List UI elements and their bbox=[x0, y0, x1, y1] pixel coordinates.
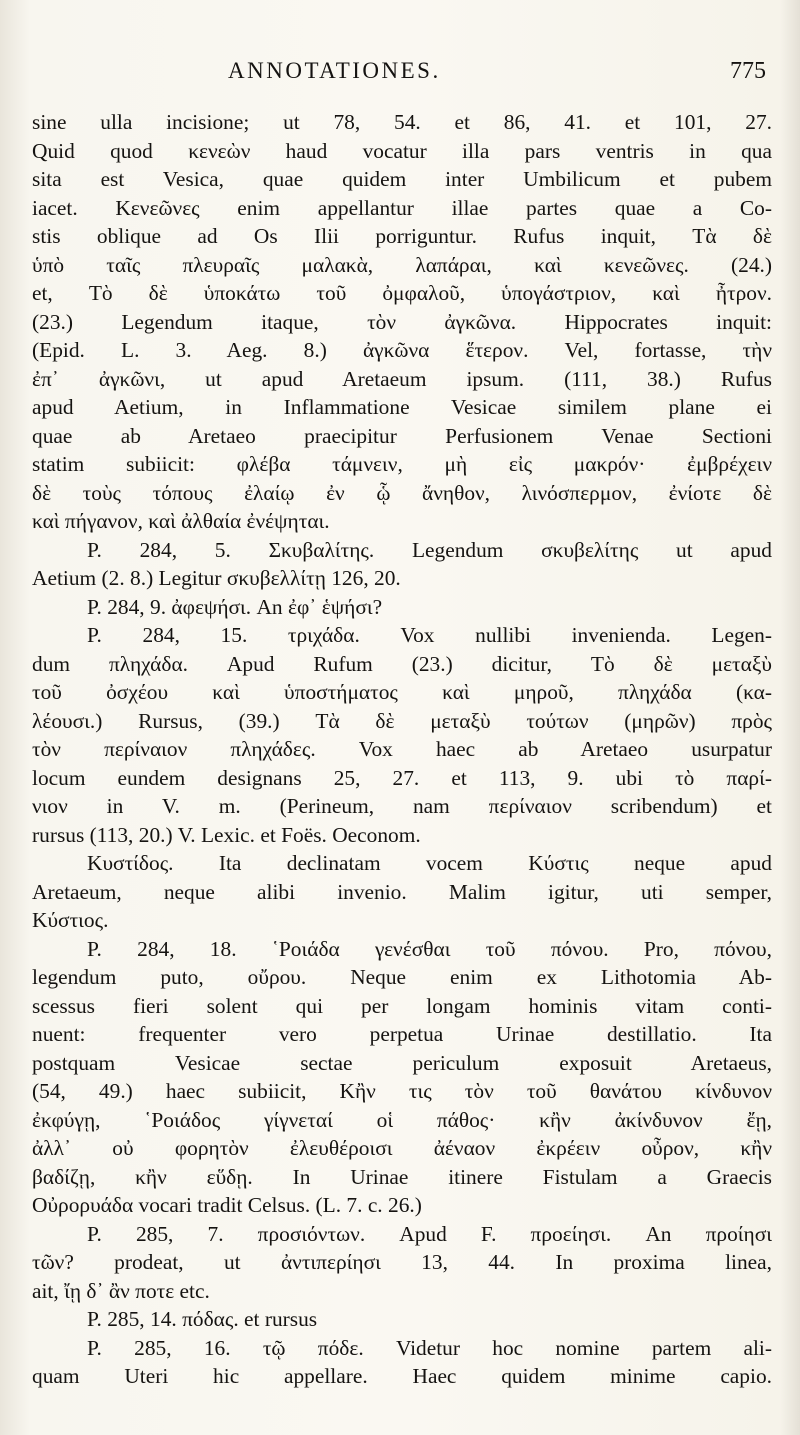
text-line: nuent: frequenter vero perpetua Urinae destillatio. Ita bbox=[32, 1022, 772, 1046]
text-line: βαδίζῃ, κἢν εὕδῃ. In Urinae itinere Fistulam a Graecis bbox=[32, 1164, 772, 1189]
text-line: postquam Vesicae sectae periculum exposuit Aretaeus, bbox=[32, 1050, 772, 1075]
text-line: ἐπ᾽ ἀγκῶνι, ut apud Aretaeum ipsum. (111, 38.) Rufus bbox=[32, 366, 772, 391]
text-line: δὲ τοὺς τόπους ἐλαίῳ ἐν ᾧ ἄνηθον, λινόσπερμον, ἐνίοτε δὲ bbox=[32, 480, 772, 505]
text-line: Οὐρορυάδα vocari tradit Celsus. (L. 7. c. 26.) bbox=[32, 1193, 422, 1217]
text-line: quam Uteri hic appellare. Haec quidem minime capio. bbox=[32, 1364, 772, 1388]
text-line: rursus (113, 20.) V. Lexic. et Foës. Oeconom. bbox=[32, 822, 421, 847]
text-line: (23.) Legendum itaque, τὸν ἀγκῶνα. Hippocrates inquit: bbox=[32, 309, 772, 334]
text-line: locum eundem designans 25, 27. et 113, 9. ubi τὸ παρί- bbox=[32, 765, 772, 790]
text-line: P. 284, 9. ἀφεψήσι. An ἐφ᾽ ἑψήσι? bbox=[87, 594, 383, 619]
annotation-text bbox=[32, 108, 772, 1391]
text-line: Aetium (2. 8.) Legitur σκυβελλίτῃ 126, 20. bbox=[32, 566, 401, 590]
text-line: Aretaeum, neque alibi invenio. Malim igitur, uti semper, bbox=[32, 879, 772, 904]
page-number: 775 bbox=[730, 58, 766, 84]
text-line: P. 284, 15. τριχάδα. Vox nullibi invenienda. Legen- bbox=[87, 623, 772, 647]
text-line: P. 285, 14. πόδας. et rursus bbox=[87, 1307, 318, 1331]
text-line: dum πληχάδα. Apud Rufum (23.) dicitur, Τὸ δὲ μεταξὺ bbox=[32, 651, 772, 676]
text-line: (Epid. L. 3. Aeg. 8.) ἀγκῶνα ἕτερον. Vel, fortasse, τὴν bbox=[32, 338, 772, 362]
text-line: Quid quod κενεὼν haud vocatur illa pars ventris in qua bbox=[32, 138, 772, 163]
text-line: Κυστίδος. Ita declinatam vocem Κύστις neque apud bbox=[87, 851, 772, 875]
text-line: iacet. Κενεῶνες enim appellantur illae partes quae a Co- bbox=[32, 195, 772, 220]
text-line: τοῦ ὀσχέου καὶ ὑποστήματος καὶ μηροῦ, πληχάδα (κα- bbox=[32, 680, 772, 704]
running-title: ANNOTATIONES. bbox=[228, 58, 441, 83]
text-line: P. 284, 18. ῾Ροιάδα γενέσθαι τοῦ πόνου. Pro, πόνου, bbox=[87, 936, 772, 961]
page-header bbox=[0, 52, 800, 92]
text-line: ὑπὸ ταῖς πλευραῖς μαλακὰ, λαπάραι, καὶ κενεῶνες. (24.) bbox=[32, 252, 772, 277]
text-line: λέουσι.) Rursus, (39.) Τὰ δὲ μεταξὺ τούτων (μηρῶν) πρὸς bbox=[32, 708, 772, 733]
text-line: sine ulla incisione; ut 78, 54. et 86, 41. et 101, 27. bbox=[32, 110, 772, 134]
text-line: νιον in V. m. (Perineum, nam περίναιον scribendum) et bbox=[32, 794, 772, 818]
text-line: scessus fieri solent qui per longam hominis vitam conti- bbox=[32, 993, 772, 1018]
text-line: sita est Vesica, quae quidem inter Umbilicum et pubem bbox=[32, 167, 772, 191]
text-line: P. 285, 16. τῷ πόδε. Videtur hoc nomine partem ali- bbox=[87, 1335, 772, 1360]
text-line: Κύστιος. bbox=[32, 908, 109, 932]
text-line: et, Τὸ δὲ ὑποκάτω τοῦ ὀμφαλοῦ, ὑπογάστριον, καὶ ἦτρον. bbox=[32, 281, 772, 305]
text-line: ait, ἴῃ δ᾽ ἂν ποτε etc. bbox=[32, 1278, 210, 1303]
text-line: stis oblique ad Os Ilii porriguntur. Rufus inquit, Τὰ δὲ bbox=[32, 224, 772, 248]
text-line: ἐκφύγῃ, ῾Ροιάδος γίγνεταί οἱ πάθος· κἢν ἀκίνδυνον ἔῃ, bbox=[32, 1107, 772, 1132]
text-line: ἀλλ᾽ οὐ φορητὸν ἐλευθέροισι ἀέναον ἐκρέειν οὖρον, κἢν bbox=[32, 1136, 772, 1160]
text-line: P. 284, 5. Σκυβαλίτης. Legendum σκυβελίτης ut apud bbox=[87, 537, 772, 562]
text-line: τῶν? prodeat, ut ἀντιπερίησι 13, 44. In proxima linea, bbox=[32, 1250, 772, 1274]
text-line: (54, 49.) haec subiicit, Κἢν τις τὸν τοῦ θανάτου κίνδυνον bbox=[32, 1079, 772, 1103]
text-line: τὸν περίναιον πληχάδες. Vox haec ab Aretaeo usurpatur bbox=[32, 737, 772, 761]
text-line: apud Aetium, in Inflammatione Vesicae similem plane ei bbox=[32, 395, 772, 419]
text-line: P. 285, 7. προσιόντων. Apud F. προείησι. An προίησι bbox=[87, 1221, 772, 1246]
text-line: legendum puto, οὔρου. Neque enim ex Lithotomia Ab- bbox=[32, 965, 772, 989]
text-line: καὶ πήγανον, καὶ ἀλθαία ἐνέψηται. bbox=[32, 509, 330, 533]
text-line: statim subiicit: φλέβα τάμνειν, μὴ εἰς μακρόν· ἐμβρέχειν bbox=[32, 452, 772, 476]
text-line: quae ab Aretaeo praecipitur Perfusionem Venae Sectioni bbox=[32, 423, 772, 448]
